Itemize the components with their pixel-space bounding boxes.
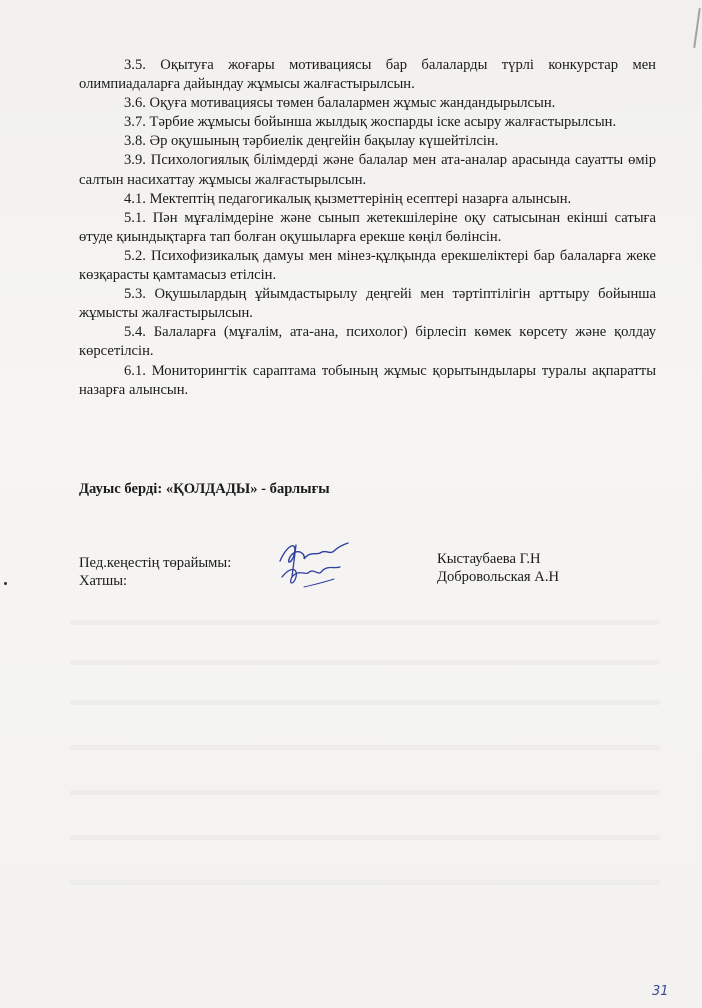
show-through-line: [70, 880, 660, 885]
show-through-line: [70, 745, 660, 750]
signature-names: [437, 550, 559, 586]
handwritten-signature: [276, 537, 352, 593]
resolution-item: 3.8. Әр оқушының тәрбиелік деңгейін бақылау күшейтілсін.: [124, 133, 499, 150]
resolution-item: 3.5. Оқытуға жоғары мотивациясы бар балаларды түрлі конкурстар мен олимпиадаларға дайындау жұмысы жалғастырылсын.: [79, 57, 656, 93]
margin-dot: [4, 582, 7, 585]
vote-result: Дауыс берді: «ҚОЛДАДЫ» - барлығы: [79, 481, 330, 497]
chair-name: Кыстаубаева Г.Н: [437, 551, 541, 567]
resolution-item: 6.1. Мониторингтік сараптама тобының жұмыс қорытындылары туралы ақпаратты назарға алынсын.: [79, 362, 656, 398]
signature-labels: [79, 554, 231, 590]
show-through-line: [70, 700, 660, 705]
page-number: 31: [652, 984, 669, 999]
resolution-item: 3.9. Психологиялық білімдерді және балалар мен ата-аналар арасында сауатты өмір салтын насихаттау жұмысы жалғастырылсын.: [79, 152, 656, 188]
resolution-item: 5.2. Психофизикалық дамуы мен мінез-құлқында ерекшеліктері бар балаларға жеке көзқарасты қамтамасыз етілсін.: [79, 247, 656, 284]
secretary-name: Добровольская А.Н: [437, 569, 560, 585]
show-through-line: [70, 660, 660, 665]
resolution-item: 3.6. Оқуға мотивациясы төмен балалармен жұмыс жандандырылсын.: [124, 95, 556, 112]
resolution-item: 3.7. Тәрбие жұмысы бойынша жылдық жоспарды іске асыру жалғастырылсын.: [124, 114, 617, 131]
resolution-item: 5.1. Пән мұғалімдеріне және сынып жетекшілеріне оқу сатысынан екінші сатыға өтуде қиындықтарға тап болған оқушыларға ерекше көңіл бөлінсін.: [79, 209, 656, 245]
resolution-list: [79, 56, 656, 400]
show-through-line: [70, 835, 660, 840]
resolution-item: 4.1. Мектептің педагогикалық қызметтерінің есептері назарға алынсын.: [124, 190, 572, 207]
show-through-line: [70, 790, 660, 795]
chair-label: Пед.кеңестің төрайымы:: [79, 555, 232, 571]
resolution-item: 5.4. Балаларға (мұғалім, ата-ана, психолог) бірлесіп көмек көрсету және қолдау көрсетілсін.: [79, 324, 656, 360]
page-edge-mark: [693, 8, 701, 48]
secretary-label: Хатшы:: [79, 573, 128, 589]
resolution-item: 5.3. Оқушылардың ұйымдастырылу деңгейі мен тәртіптілігін арттыру бойынша жұмысты жалғастырылсын.: [79, 286, 656, 322]
show-through-line: [70, 620, 660, 625]
